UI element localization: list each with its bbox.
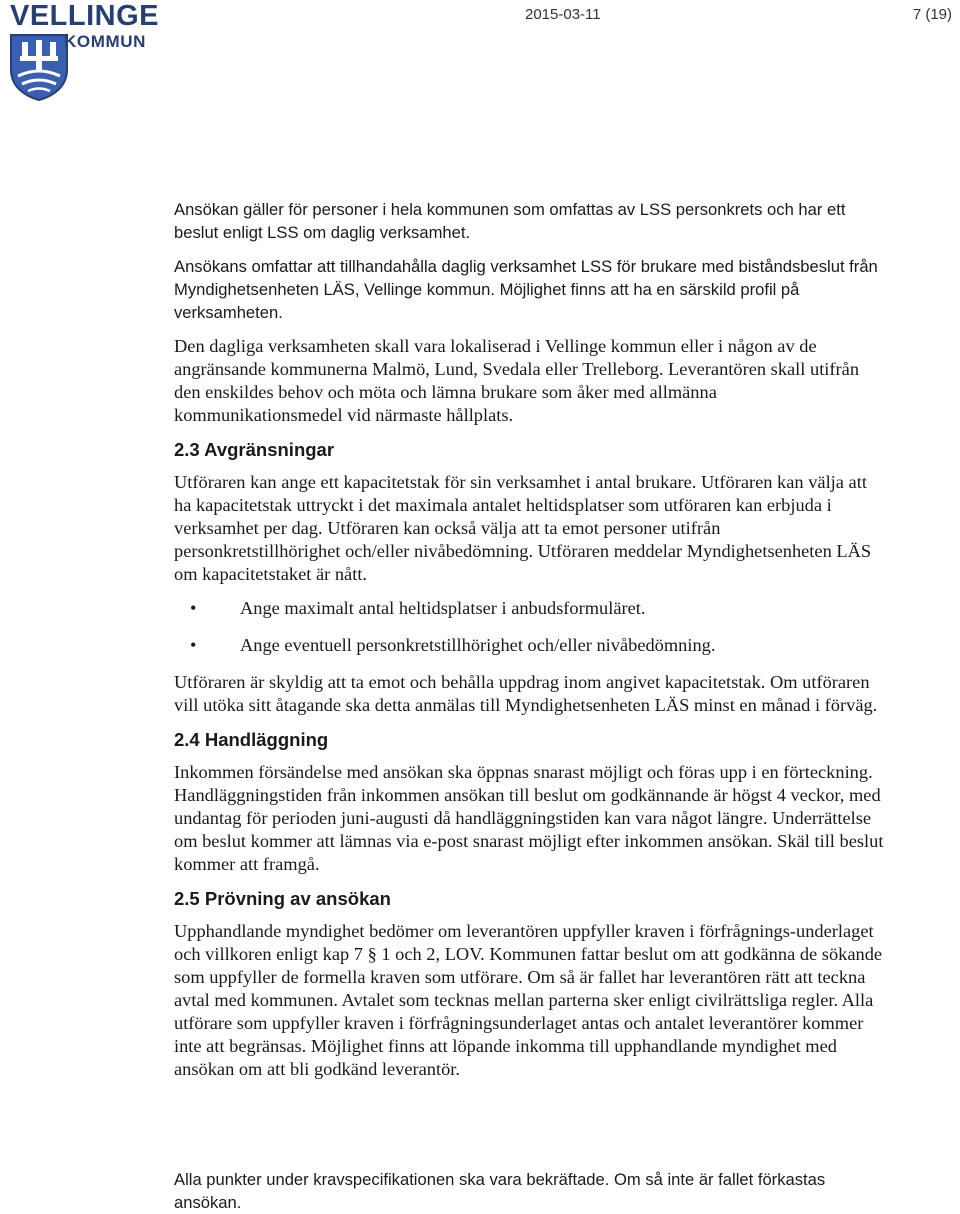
bullet-icon: • bbox=[190, 598, 197, 618]
heading-avgransningar: 2.3 Avgränsningar bbox=[174, 439, 335, 460]
coat-of-arms-icon bbox=[8, 32, 70, 102]
avgransningar-paragraph-1: Utföraren kan ange ett kapacitetstak för sin verksamhet i antal brukare. Utföraren kan välja att ha kapacitetstak uttryckt i det maximala antalet heltidsplatser som utföraren kan erbjuda i verksamhet per dag. Utföraren kan också välja att ta emot personer utifrån personkretstillhörighet och/eller nivåbedömning. Utföraren meddelar Myndighetsenheten LÄS om kapacitetstaket är nått. bbox=[174, 472, 872, 584]
heading-provning: 2.5 Prövning av ansökan bbox=[174, 888, 391, 909]
bullet-icon: • bbox=[190, 635, 197, 655]
list-item-text: Ange eventuell personkretstillhörighet och/eller nivåbedömning. bbox=[240, 635, 716, 655]
document-body bbox=[174, 335, 886, 1092]
document-date: 2015-03-11 bbox=[525, 6, 601, 23]
footer-note: Alla punkter under kravspecifikationen ska vara bekräftade. Om så inte är fallet förkastas ansökan. bbox=[174, 1170, 826, 1212]
intro-paragraph-2: Ansökans omfattar att tillhandahålla daglig verksamhet LSS för brukare med biståndsbeslut från Myndighetsenheten LÄS, Vellinge kommun. Möjlighet finns att ha en särskild profil på verksamheten. bbox=[174, 257, 878, 322]
location-paragraph: Den dagliga verksamheten skall vara lokaliserad i Vellinge kommun eller i någon av de angränsande kommunerna Malmö, Lund, Svedala eller Trelleborg. Leverantören skall utifrån den enskildes behov och möta och lämna brukare som åker med allmänna kommunikationsmedel vid närmaste hållplats. bbox=[174, 336, 860, 425]
vellinge-logo bbox=[6, 0, 166, 102]
handlaggning-paragraph: Inkommen försändelse med ansökan ska öppnas snarast möjligt och föras upp i en förteckning. Handläggningstiden från inkommen ansökan till beslut om godkännande är högst 4 veckor, med undantag för perioden juni-augusti då handläggningstiden kan vara något längre. Underrättelse om beslut kommer att lämnas via e-post snarast möjligt efter inkommen ansökan. Skäl till beslut kommer att framgå. bbox=[174, 762, 884, 874]
provning-paragraph: Upphandlande myndighet bedömer om leverantören uppfyller kraven i förfrågnings-underlaget och villkoren enligt kap 7 § 1 och 2, LOV. Kommunen fattar beslut om att godkänna de sökande som uppfyller de formella kraven som utförare. Om så är fallet har leverantören rätt att teckna avtal med kommunen. Avtalet som tecknas mellan parterna sker enligt civilrättsliga regler. Alla utförare som uppfyller kraven i förfrågningsunderlaget antas och antalet leverantörer kommer inte att begränsas. Möjlighet finns att löpande inkomma till upphandlande myndighet med ansökan om att bli godkänd leverantör. bbox=[174, 921, 883, 1079]
list-item-text: Ange maximalt antal heltidsplatser i anbudsformuläret. bbox=[240, 598, 646, 618]
logo-subtitle: KOMMUN bbox=[64, 32, 146, 51]
heading-handlaggning: 2.4 Handläggning bbox=[174, 729, 329, 750]
page-number: 7 (19) bbox=[912, 6, 952, 23]
logo-name: VELLINGE bbox=[10, 0, 160, 32]
list-item bbox=[174, 634, 886, 657]
avgransningar-paragraph-2: Utföraren är skyldig att ta emot och behålla uppdrag inom angivet kapacitetstak. Om utföraren vill utöka sitt åtagande ska detta anmälas till Myndighetsenheten LÄS minst en månad i förväg. bbox=[174, 672, 878, 715]
avgransningar-bullet-list bbox=[174, 597, 886, 657]
intro-paragraph-1: Ansökan gäller för personer i hela kommunen som omfattas av LSS personkrets och har ett beslut enligt LSS om daglig verksamhet. bbox=[174, 200, 846, 242]
list-item bbox=[174, 597, 886, 620]
